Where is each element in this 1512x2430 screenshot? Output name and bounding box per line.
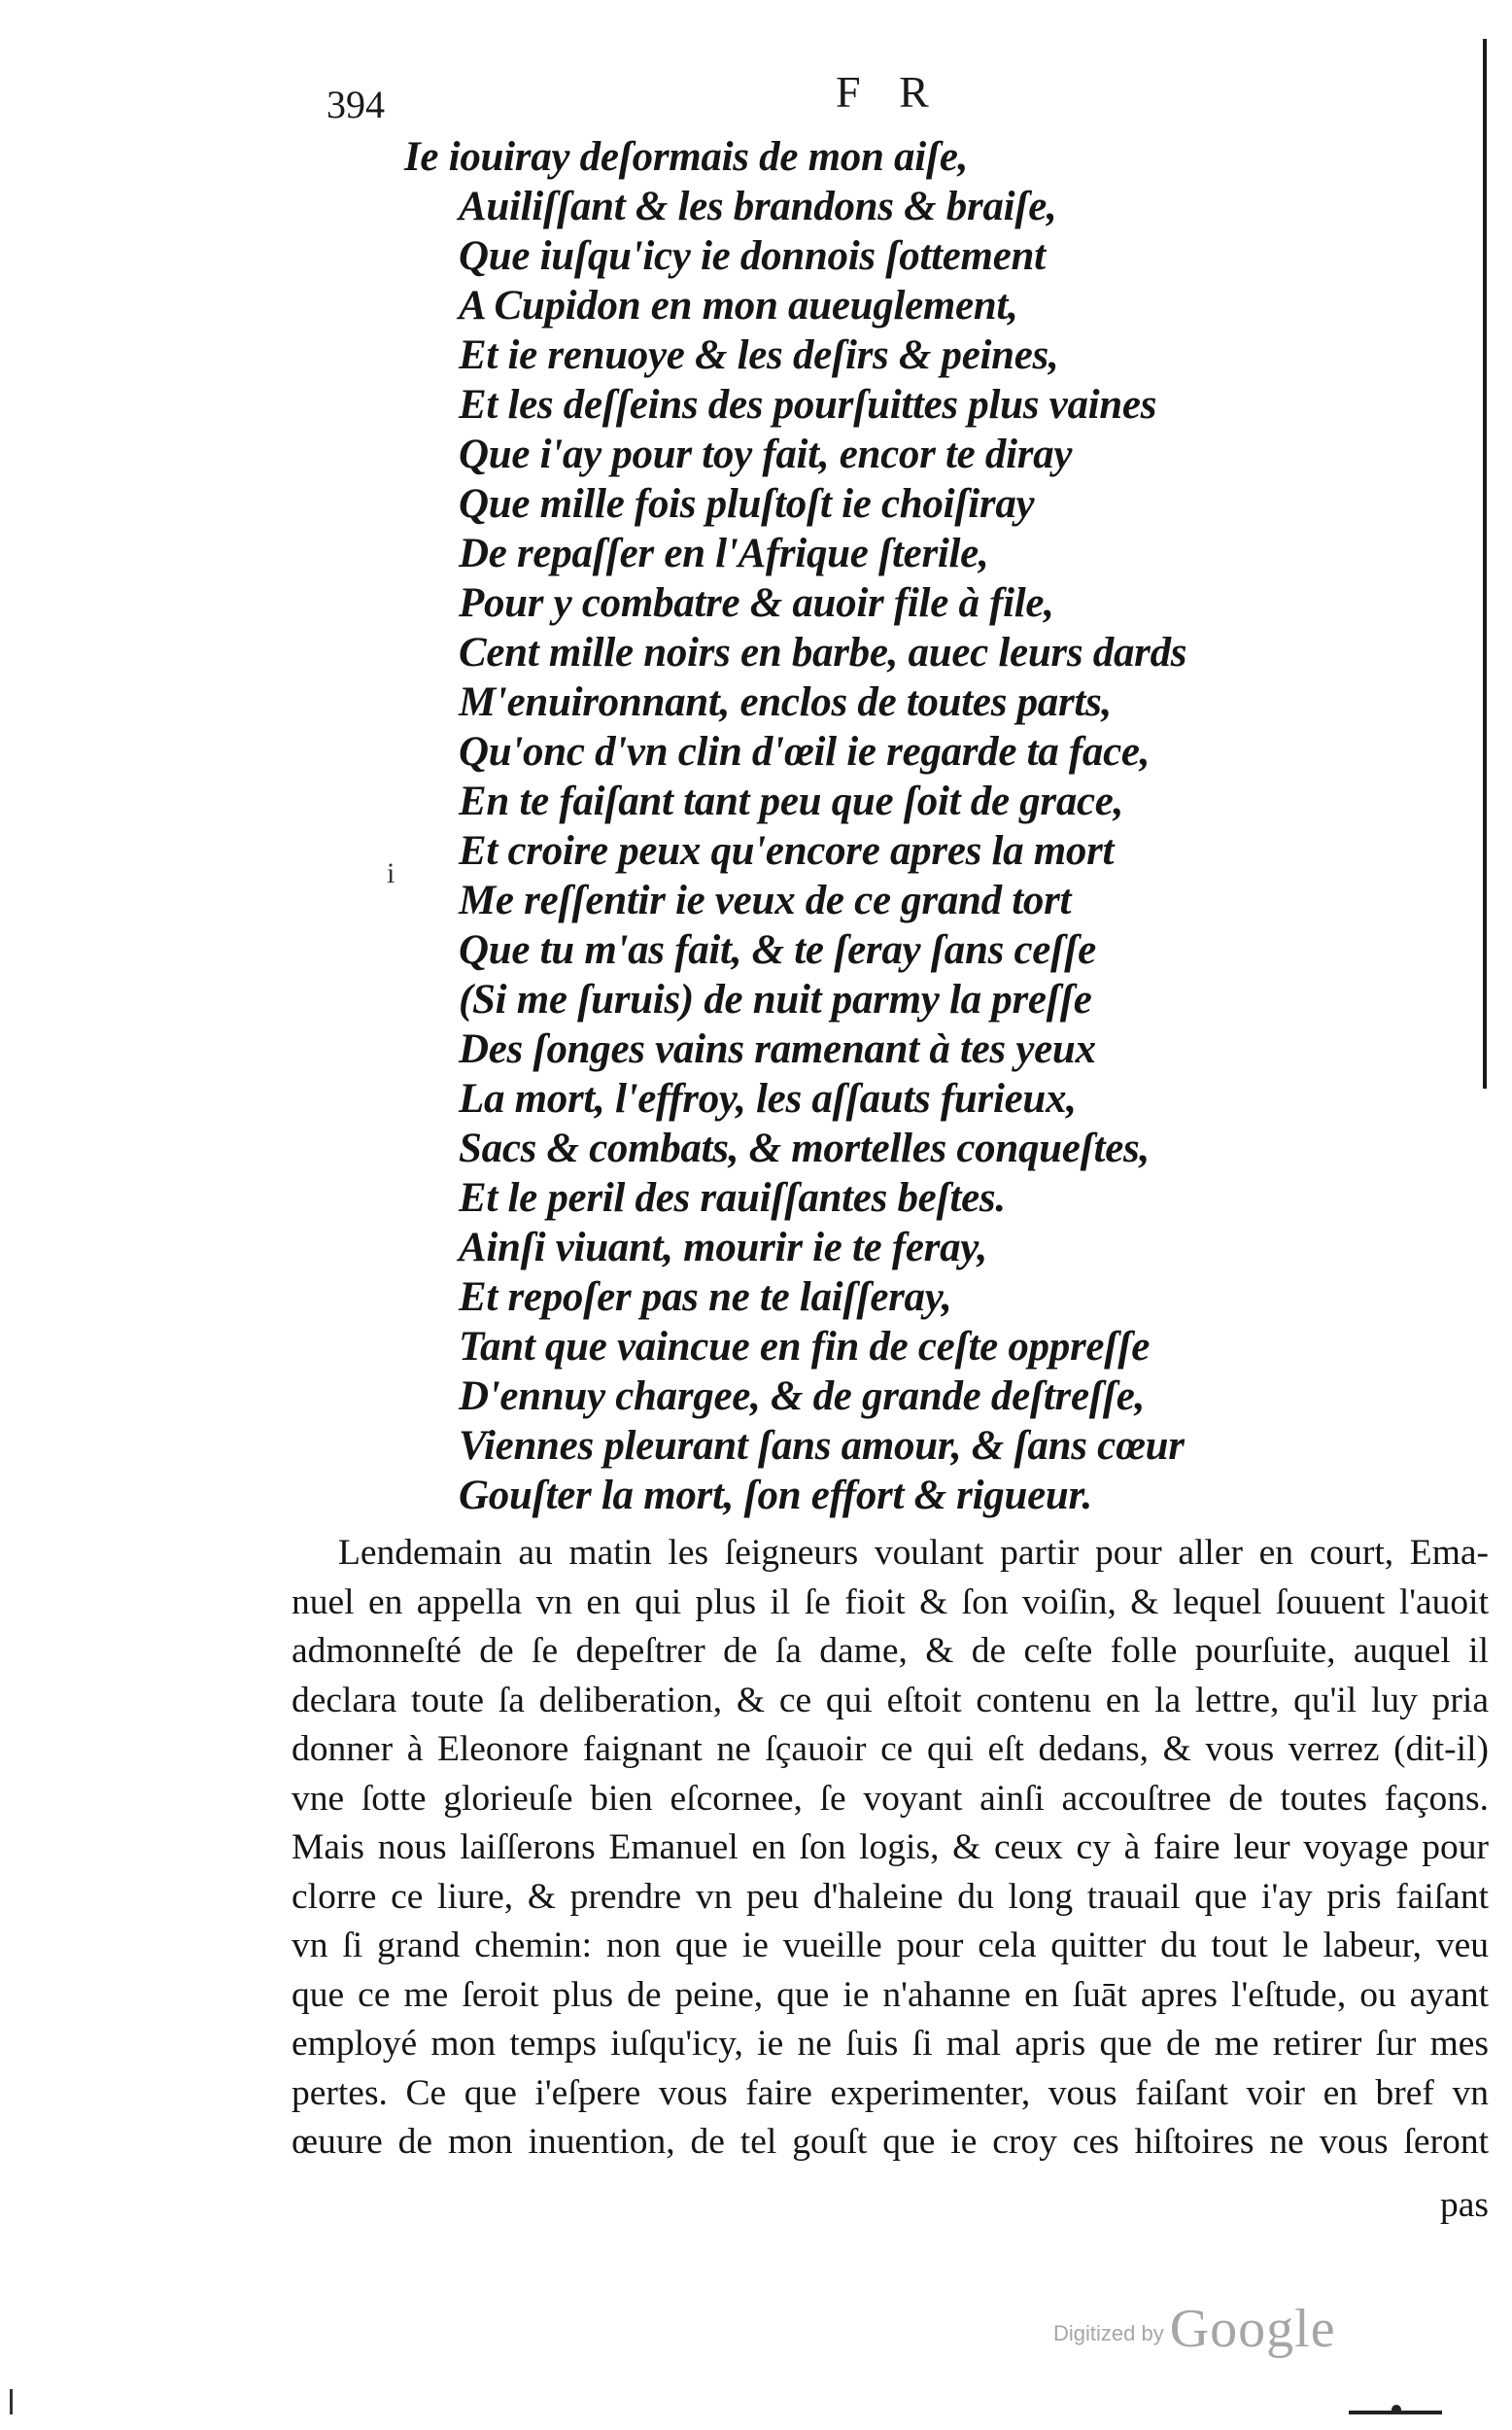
google-logo: Google (1169, 2299, 1336, 2359)
verse-line: Ie iouiray deſormais de mon aiſe, (404, 134, 969, 180)
verse-line: Sacs & combats, & mortelles conqueſtes, (459, 1126, 1150, 1171)
catchword: pas (1440, 2184, 1489, 2225)
digitized-prefix: Digitized by (1053, 2321, 1164, 2345)
prose-line: pertes. Ce que i'eſpere vous faire experimenter, vous faiſant voir en bref vn (292, 2072, 1489, 2113)
scan-dot (1392, 2405, 1401, 2414)
verse-line: (Si me ſuruis) de nuit parmy la preſſe (459, 977, 1092, 1023)
verse-line: M'enuironnant, enclos de toutes parts, (459, 679, 1112, 725)
verse-block (404, 132, 1333, 1520)
prose-line: vn ſi grand chemin: non que ie vueille pour cela quitter du tout le labeur, veu (292, 1926, 1489, 1965)
page-number: 394 (326, 83, 385, 126)
scan-mark (10, 2389, 13, 2414)
margin-mark: i (387, 857, 395, 889)
running-head: F R (836, 67, 943, 117)
verse-line: Viennes pleurant ſans amour, & ſans cœur (459, 1423, 1185, 1469)
verse-line: De repaſſer en l'Afrique ſterile, (459, 531, 989, 576)
prose-line: donner à Eleonore faignant ne ſçauoir ce qui eſt dedans, & vous verrez (dit-il) (292, 1729, 1489, 1769)
verse-line: Cent mille noirs en barbe, auec leurs dards (459, 630, 1187, 676)
verse-line: Gouſter la mort, ſon effort & rigueur. (459, 1473, 1092, 1518)
prose-line: clorre ce liure, & prendre vn peu d'haleine du long trauail que i'ay pris faiſant (292, 1876, 1489, 1917)
verse-line: Que mille fois pluſtoſt ie choiſiray (459, 481, 1035, 527)
verse-line: Me reſſentir ie veux de ce grand tort (459, 878, 1072, 923)
verse-line: Et croire peux qu'encore apres la mort (459, 828, 1115, 874)
digitized-by-watermark (1053, 2298, 1336, 2360)
verse-line: La mort, l'effroy, les aſſauts furieux, (459, 1076, 1077, 1122)
verse-line: En te faiſant tant peu que ſoit de grace, (459, 779, 1124, 824)
verse-line: Et repoſer pas ne te laiſſeray, (459, 1274, 952, 1320)
verse-line: D'ennuy chargee, & de grande deſtreſſe, (459, 1373, 1146, 1419)
verse-line: Que tu m'as fait, & te ſeray ſans ceſſe (459, 927, 1096, 973)
prose-line: admonneſté de ſe depeſtrer de ſa dame, & de ceſte folle pourſuite, auquel il (292, 1631, 1489, 1671)
verse-line: Et les deſſeins des pourſuittes plus vaines (459, 382, 1157, 428)
verse-line: Que i'ay pour toy fait, encor te diray (459, 432, 1073, 477)
prose-line: nuel en appella vn en qui plus il ſe fioit & ſon voiſin, & lequel ſouuent l'auoit (292, 1581, 1489, 1622)
prose-line: declara toute ſa deliberation, & ce qui eſtoit contenu en la lettre, qu'il luy pria (292, 1680, 1489, 1720)
prose-line: vne ſotte glorieuſe bien eſcornee, ſe voyant ainſi accouſtree de toutes façons. (292, 1778, 1489, 1819)
prose-block (292, 1529, 1489, 2230)
prose-line: Mais nous laiſſerons Emanuel en ſon logis, & ceux cy à faire leur voyage pour (292, 1827, 1489, 1867)
verse-line: Des ſonges vains ramenant à tes yeux (459, 1026, 1096, 1072)
verse-line: Auiliſſant & les brandons & braiſe, (459, 184, 1057, 229)
prose-line: œuure de mon inuention, de tel gouſt que ie croy ces hiſtoires ne vous ſeront (292, 2122, 1489, 2162)
verse-line: Qu'onc d'vn clin d'œil ie regarde ta face, (459, 729, 1151, 775)
verse-line: Tant que vaincue en fin de ceſte oppreſſe (459, 1324, 1150, 1370)
prose-line: que ce me ſeroit plus de peine, que ie n'ahanne en ſuāt apres l'eſtude, ou ayant (292, 1974, 1489, 2015)
prose-line: employé mon temps iuſqu'icy, ie ne ſuis ſi mal apris que de me retirer ſur mes (292, 2024, 1489, 2064)
verse-line: Et ie renuoye & les deſirs & peines, (459, 332, 1059, 378)
verse-line: A Cupidon en mon aueuglement, (459, 283, 1018, 329)
page-edge-shadow (1483, 39, 1487, 1089)
verse-line: Que iuſqu'icy ie donnois ſottement (459, 233, 1046, 279)
prose-line: Lendemain au matin les ſeigneurs voulant partir pour aller en court, Ema- (338, 1533, 1489, 1573)
verse-line: Et le peril des rauiſſantes beſtes. (459, 1175, 1006, 1221)
verse-line: Pour y combatre & auoir file à file, (459, 580, 1054, 626)
verse-line: Ainſi viuant, mourir ie te feray, (459, 1225, 987, 1270)
